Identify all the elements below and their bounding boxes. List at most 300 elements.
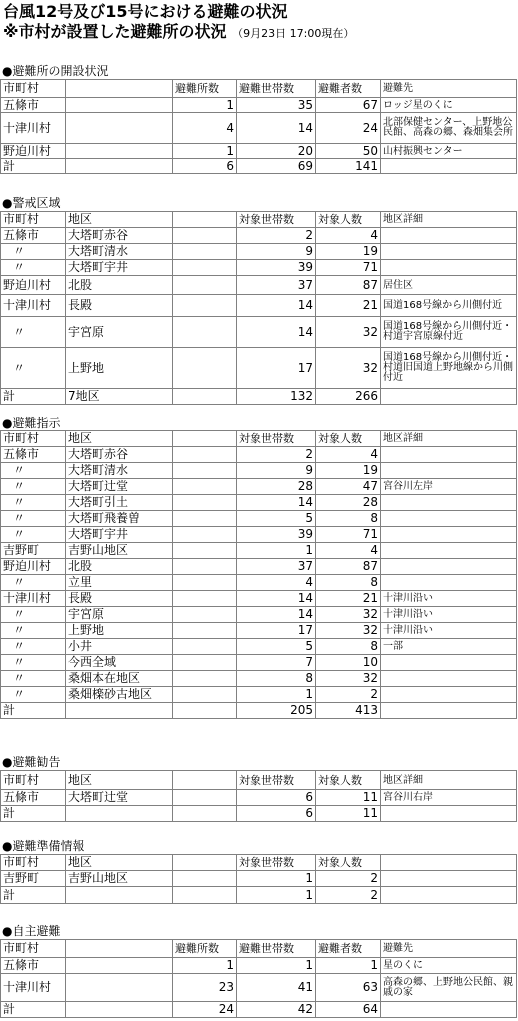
table-cell: 32 (316, 317, 381, 348)
table-cell: 2 (316, 871, 381, 887)
table-cell: 十津川村 (1, 295, 66, 317)
section-heading-voluntary: ●自主避難 (2, 924, 61, 938)
table-cell: 長殿 (66, 591, 173, 607)
table-cell (381, 260, 517, 276)
table-cell: 87 (316, 559, 381, 575)
table-cell (173, 295, 237, 317)
table-cell: 14 (237, 591, 316, 607)
header-cell: 対象人数 (316, 431, 381, 447)
table-cell (66, 806, 173, 822)
table-cell: 上野地 (66, 348, 173, 389)
table-cell: 9 (237, 463, 316, 479)
table-cell: 上野地 (66, 623, 173, 639)
table-cell: 吉野町 (1, 871, 66, 887)
table-cell: 十津川村 (1, 591, 66, 607)
table-row (1, 591, 517, 607)
table-cell: 32 (316, 623, 381, 639)
table-cell (381, 159, 517, 174)
table-row (1, 244, 517, 260)
table-cell: 413 (316, 703, 381, 719)
table-cell: 64 (316, 1002, 381, 1018)
table-cell (66, 98, 173, 113)
table-cell: 8 (316, 575, 381, 591)
table-row (1, 495, 517, 511)
table-cell (381, 887, 517, 904)
table-cell (381, 463, 517, 479)
page-title-line2 (3, 23, 354, 43)
table-cell (381, 703, 517, 719)
header-cell: 地区詳細 (381, 771, 517, 790)
table-header-row (1, 80, 517, 98)
table-cell: 大塔町辻堂 (66, 790, 173, 806)
table-cell: 6 (173, 159, 237, 174)
table-cell (173, 639, 237, 655)
table-cell: 14 (237, 607, 316, 623)
header-cell: 地区 (66, 771, 173, 790)
table-cell: 14 (237, 113, 316, 144)
header-cell: 市町村 (1, 940, 66, 958)
table-cell: 21 (316, 591, 381, 607)
evacuation-instruction-table (0, 430, 517, 719)
table-row (1, 276, 517, 295)
table-cell (66, 113, 173, 144)
table-cell: 2 (237, 228, 316, 244)
table-row (1, 607, 517, 623)
table-cell: 〃 (1, 671, 66, 687)
table-cell: 1 (237, 887, 316, 904)
table-cell: 63 (316, 974, 381, 1002)
table-cell (381, 671, 517, 687)
table-cell: 71 (316, 260, 381, 276)
table-row (1, 639, 517, 655)
section-heading-warning: ●警戒区域 (2, 196, 61, 210)
table-cell: 〃 (1, 639, 66, 655)
table-cell: 今西全域 (66, 655, 173, 671)
table-cell: 2 (237, 447, 316, 463)
header-cell: 対象人数 (316, 855, 381, 871)
table-row (1, 479, 517, 495)
table-cell: 一部 (381, 639, 517, 655)
table-cell: 計 (1, 389, 66, 405)
table-cell: 1 (316, 958, 381, 974)
header-cell (66, 80, 173, 98)
table-cell: 132 (237, 389, 316, 405)
table-cell: 高森の郷、上野地公民館、親戚の家 (381, 974, 517, 1002)
table-cell (381, 447, 517, 463)
table-cell: 宇宮原 (66, 317, 173, 348)
table-row (1, 543, 517, 559)
table-cell: 2 (316, 687, 381, 703)
table-cell: 205 (237, 703, 316, 719)
table-cell (66, 887, 173, 904)
header-cell: 市町村 (1, 80, 66, 98)
table-cell: 〃 (1, 575, 66, 591)
table-cell (381, 389, 517, 405)
table-row (1, 228, 517, 244)
table-cell: 〃 (1, 479, 66, 495)
table-row (1, 463, 517, 479)
table-row (1, 703, 517, 719)
table-row (1, 159, 517, 174)
table-row (1, 958, 517, 974)
table-cell: 大塔町飛養曽 (66, 511, 173, 527)
table-cell: 計 (1, 806, 66, 822)
table-cell: 十津川沿い (381, 607, 517, 623)
table-row (1, 687, 517, 703)
table-row (1, 974, 517, 1002)
table-cell (66, 958, 173, 974)
table-cell: 長殿 (66, 295, 173, 317)
table-cell (381, 687, 517, 703)
table-cell: 計 (1, 887, 66, 904)
table-cell: 11 (316, 806, 381, 822)
table-cell: 17 (237, 623, 316, 639)
table-header-row (1, 771, 517, 790)
table-row (1, 144, 517, 159)
table-row (1, 790, 517, 806)
table-cell: 五條市 (1, 958, 66, 974)
table-cell: 20 (237, 144, 316, 159)
table-cell (173, 348, 237, 389)
table-cell (173, 228, 237, 244)
table-cell: 大塔町赤谷 (66, 447, 173, 463)
table-row (1, 871, 517, 887)
table-cell: 37 (237, 559, 316, 575)
header-cell (173, 771, 237, 790)
table-cell: 32 (316, 671, 381, 687)
section-heading-preparation: ●避難準備情報 (2, 839, 85, 853)
table-cell: 大塔町清水 (66, 244, 173, 260)
table-cell: 28 (316, 495, 381, 511)
table-cell (173, 887, 237, 904)
table-cell (381, 543, 517, 559)
table-header-row (1, 940, 517, 958)
table-row (1, 623, 517, 639)
header-cell: 市町村 (1, 431, 66, 447)
table-row (1, 655, 517, 671)
table-cell (66, 974, 173, 1002)
table-cell: 9 (237, 244, 316, 260)
table-cell (173, 389, 237, 405)
table-cell: 吉野山地区 (66, 871, 173, 887)
table-cell (381, 244, 517, 260)
table-cell: 野迫川村 (1, 559, 66, 575)
header-cell: 対象世帯数 (237, 212, 316, 228)
table-cell: 国道168号線から川側付近 (381, 295, 517, 317)
table-cell: 居住区 (381, 276, 517, 295)
header-cell: 避難者数 (316, 940, 381, 958)
table-cell (381, 655, 517, 671)
table-cell: 五條市 (1, 790, 66, 806)
table-cell (173, 655, 237, 671)
table-cell: 十津川沿い (381, 591, 517, 607)
table-cell: 14 (237, 317, 316, 348)
table-cell: 〃 (1, 623, 66, 639)
section-heading-shelters: ●避難所の開設状況 (2, 64, 109, 78)
table-cell: 立里 (66, 575, 173, 591)
table-cell: 7 (237, 655, 316, 671)
table-cell (173, 607, 237, 623)
table-cell: 39 (237, 527, 316, 543)
table-cell: 19 (316, 463, 381, 479)
header-cell: 市町村 (1, 771, 66, 790)
table-cell (173, 479, 237, 495)
table-row (1, 98, 517, 113)
table-cell (173, 575, 237, 591)
table-cell: 1 (173, 958, 237, 974)
table-row (1, 348, 517, 389)
table-cell: 〃 (1, 655, 66, 671)
table-cell (381, 511, 517, 527)
table-cell (173, 687, 237, 703)
table-cell: 17 (237, 348, 316, 389)
table-cell: 32 (316, 348, 381, 389)
evacuation-advisory-table (0, 770, 517, 822)
table-cell: 4 (316, 543, 381, 559)
table-cell: 4 (316, 228, 381, 244)
table-header-row (1, 431, 517, 447)
table-cell (66, 1002, 173, 1018)
table-cell: 7地区 (66, 389, 173, 405)
table-cell: 計 (1, 703, 66, 719)
table-header-row (1, 212, 517, 228)
header-cell: 対象人数 (316, 771, 381, 790)
table-row (1, 389, 517, 405)
table-cell (381, 495, 517, 511)
table-cell: 五條市 (1, 98, 66, 113)
table-row (1, 559, 517, 575)
table-cell (381, 527, 517, 543)
table-cell: 星のくに (381, 958, 517, 974)
header-cell (173, 431, 237, 447)
table-cell: 266 (316, 389, 381, 405)
table-cell (173, 543, 237, 559)
table-cell: 十津川村 (1, 974, 66, 1002)
table-cell (173, 495, 237, 511)
table-cell: 計 (1, 159, 66, 174)
table-cell (173, 260, 237, 276)
table-cell: 5 (237, 639, 316, 655)
table-cell: 35 (237, 98, 316, 113)
table-row (1, 113, 517, 144)
table-cell: 8 (237, 671, 316, 687)
table-cell (173, 317, 237, 348)
table-cell: 6 (237, 806, 316, 822)
table-cell: 宮谷川右岸 (381, 790, 517, 806)
header-cell: 対象世帯数 (237, 855, 316, 871)
table-cell: 〃 (1, 244, 66, 260)
table-cell: 50 (316, 144, 381, 159)
table-cell: 1 (173, 144, 237, 159)
table-cell: 〃 (1, 607, 66, 623)
table-cell: 28 (237, 479, 316, 495)
table-cell (173, 703, 237, 719)
table-cell (381, 228, 517, 244)
table-cell: 〃 (1, 511, 66, 527)
table-cell: 21 (316, 295, 381, 317)
table-cell: 大塔町宇井 (66, 527, 173, 543)
voluntary-evacuation-table (0, 939, 517, 1018)
table-cell: 37 (237, 276, 316, 295)
header-cell: 避難世帯数 (237, 940, 316, 958)
table-cell: 4 (316, 447, 381, 463)
table-cell: 19 (316, 244, 381, 260)
header-cell: 市町村 (1, 855, 66, 871)
evacuation-preparation-table (0, 854, 517, 904)
table-cell: 2 (316, 887, 381, 904)
header-cell (66, 940, 173, 958)
table-cell: 大塔町引土 (66, 495, 173, 511)
table-cell (381, 871, 517, 887)
table-cell: 国道168号線から川側付近・村道宇宮原線付近 (381, 317, 517, 348)
table-cell (381, 806, 517, 822)
table-cell: 1 (237, 871, 316, 887)
header-cell (173, 855, 237, 871)
header-cell: 地区詳細 (381, 431, 517, 447)
table-cell: 宮谷川左岸 (381, 479, 517, 495)
table-cell: 71 (316, 527, 381, 543)
table-cell: 北股 (66, 276, 173, 295)
table-row (1, 260, 517, 276)
table-cell: 4 (237, 575, 316, 591)
table-cell: 十津川村 (1, 113, 66, 144)
table-cell: 41 (237, 974, 316, 1002)
table-cell: 14 (237, 295, 316, 317)
table-cell: 大塔町宇井 (66, 260, 173, 276)
header-cell (173, 212, 237, 228)
table-cell: 計 (1, 1002, 66, 1018)
table-cell: 11 (316, 790, 381, 806)
table-row (1, 317, 517, 348)
table-cell: 14 (237, 495, 316, 511)
table-cell (173, 447, 237, 463)
header-cell (381, 855, 517, 871)
table-cell: 1 (237, 958, 316, 974)
table-row (1, 671, 517, 687)
header-cell: 避難所数 (173, 940, 237, 958)
as-of-timestamp: （9月23日 17:00現在） (232, 27, 355, 40)
table-cell: ロッジ星のくに (381, 98, 517, 113)
table-cell: 野迫川村 (1, 276, 66, 295)
table-cell: 24 (316, 113, 381, 144)
table-cell (66, 159, 173, 174)
table-cell: 42 (237, 1002, 316, 1018)
table-cell: 小井 (66, 639, 173, 655)
header-cell: 対象人数 (316, 212, 381, 228)
warning-area-table (0, 211, 517, 405)
table-cell (66, 703, 173, 719)
table-cell: 10 (316, 655, 381, 671)
section-heading-advisory: ●避難勧告 (2, 755, 61, 769)
header-cell: 地区 (66, 431, 173, 447)
table-cell (173, 790, 237, 806)
table-cell (173, 623, 237, 639)
table-cell: 87 (316, 276, 381, 295)
table-row (1, 1002, 517, 1018)
table-cell: 4 (173, 113, 237, 144)
table-cell (173, 671, 237, 687)
table-cell: 北股 (66, 559, 173, 575)
table-cell: 8 (316, 639, 381, 655)
table-cell: 〃 (1, 687, 66, 703)
table-row (1, 887, 517, 904)
table-row (1, 527, 517, 543)
table-cell: 山村振興センター (381, 144, 517, 159)
table-cell: 桑畑本在地区 (66, 671, 173, 687)
header-cell: 地区 (66, 212, 173, 228)
table-cell: 〃 (1, 348, 66, 389)
table-cell: 大塔町赤谷 (66, 228, 173, 244)
table-cell (173, 527, 237, 543)
table-cell: 吉野山地区 (66, 543, 173, 559)
table-cell (173, 463, 237, 479)
table-cell: 〃 (1, 260, 66, 276)
table-cell: 五條市 (1, 447, 66, 463)
table-cell (173, 244, 237, 260)
header-cell: 対象世帯数 (237, 771, 316, 790)
table-cell: 6 (237, 790, 316, 806)
table-row (1, 806, 517, 822)
table-cell: 32 (316, 607, 381, 623)
table-cell: 五條市 (1, 228, 66, 244)
table-cell: 吉野町 (1, 543, 66, 559)
table-cell: 〃 (1, 527, 66, 543)
header-cell: 避難所数 (173, 80, 237, 98)
table-cell: 北部保健センター、上野地公民館、高森の郷、森畑集会所 (381, 113, 517, 144)
table-cell (173, 511, 237, 527)
header-cell: 市町村 (1, 212, 66, 228)
table-cell: 141 (316, 159, 381, 174)
header-cell: 対象世帯数 (237, 431, 316, 447)
table-cell: 67 (316, 98, 381, 113)
table-cell: 5 (237, 511, 316, 527)
shelters-table (0, 79, 517, 174)
table-row (1, 295, 517, 317)
table-cell: 野迫川村 (1, 144, 66, 159)
table-cell: 1 (237, 687, 316, 703)
table-cell: 8 (316, 511, 381, 527)
table-row (1, 575, 517, 591)
table-cell: 1 (173, 98, 237, 113)
header-cell: 避難先 (381, 940, 517, 958)
header-cell: 地区 (66, 855, 173, 871)
header-cell: 避難者数 (316, 80, 381, 98)
table-cell (381, 575, 517, 591)
table-cell: 宇宮原 (66, 607, 173, 623)
header-cell: 避難先 (381, 80, 517, 98)
table-cell: 47 (316, 479, 381, 495)
table-header-row (1, 855, 517, 871)
table-cell (173, 559, 237, 575)
table-cell: 桑畑檪砂古地区 (66, 687, 173, 703)
table-row (1, 447, 517, 463)
table-cell (173, 806, 237, 822)
table-cell: 国道168号線から川側付近・村道旧国道上野地線から川側付近 (381, 348, 517, 389)
table-cell: 〃 (1, 317, 66, 348)
table-cell: 大塔町辻堂 (66, 479, 173, 495)
table-cell: 十津川沿い (381, 623, 517, 639)
table-cell (381, 559, 517, 575)
table-cell (381, 1002, 517, 1018)
table-cell: 〃 (1, 463, 66, 479)
table-cell: 23 (173, 974, 237, 1002)
header-cell: 地区詳細 (381, 212, 517, 228)
table-cell: 1 (237, 543, 316, 559)
table-cell: 大塔町清水 (66, 463, 173, 479)
table-cell: 24 (173, 1002, 237, 1018)
table-cell (173, 871, 237, 887)
table-row (1, 511, 517, 527)
